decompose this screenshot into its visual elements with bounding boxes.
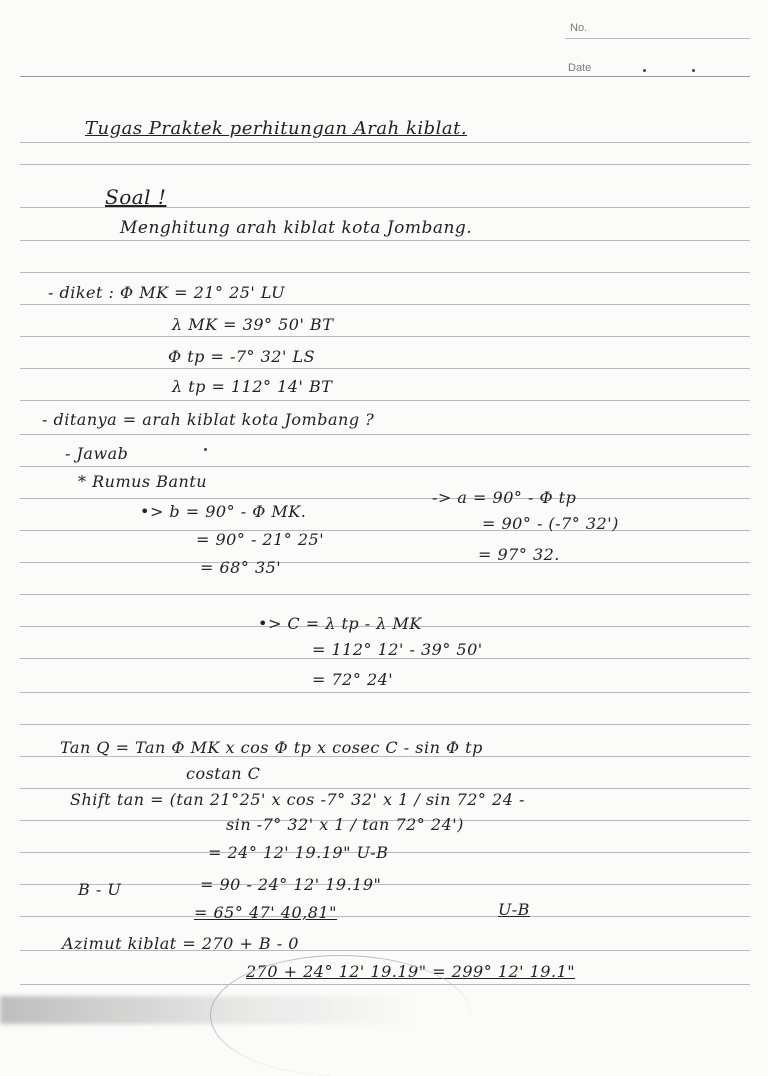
ruled-line [20,400,750,401]
date-dot [643,69,646,72]
question-label: Soal ! [105,185,167,209]
c-formula: •> C = λ tp - λ MK [258,614,422,633]
a-step-1: = 90° - (-7° 32') [482,514,619,533]
shift-tan-line: Shift tan = (tan 21°25' x cos -7° 32' x 1 / sin 72° 24 - [70,790,525,809]
c-step-2: = 72° 24' [312,670,394,689]
asked-line: - ditanya = arah kiblat kota Jombang ? [42,410,375,429]
ruled-line [20,336,750,337]
ruled-line [20,434,750,435]
known-phi-tp: Φ tp = -7° 32' LS [168,347,316,366]
ruled-line [20,304,750,305]
header-date-label: Date [568,62,592,74]
ruled-line [20,142,750,143]
ruled-line [20,594,750,595]
tan-q-formula: Tan Q = Tan Φ MK x cos Φ tp x cosec C - sin Φ tp [60,738,483,757]
a-formula: -> a = 90° - Φ tp [432,488,577,507]
ruled-line [20,692,750,693]
known-lambda-tp: λ tp = 112° 14' BT [172,377,333,396]
a-step-2: = 97° 32. [478,545,560,564]
ruled-line [565,38,750,39]
tan-q-formula-cont: costan C [186,764,261,783]
stray-dot [204,448,207,451]
ruled-line [20,164,750,165]
azimuth-formula: Azimut kiblat = 270 + B - 0 [62,934,299,953]
b-minus-u-label: B - U [78,880,122,899]
ruled-line [20,562,750,563]
helper-formula-label: * Rumus Bantu [78,472,208,491]
ruled-line [20,916,750,917]
c-step-1: = 112° 12' - 39° 50' [312,640,483,659]
b-minus-u-step-2: = 65° 47' 40,81" [194,903,337,922]
ruled-line [20,724,750,725]
ruled-line [20,530,750,531]
azimuth-result: 270 + 24° 12' 19.19" = 299° 12' 19.1" [246,962,576,981]
ruled-line [20,466,750,467]
shift-tan-line-cont: sin -7° 32' x 1 / tan 72° 24') [226,815,464,834]
header-no-label: No. [570,22,588,34]
scan-smudge [0,996,420,1024]
direction-label: U-B [498,900,530,919]
known-phi-mk: - diket : Φ MK = 21° 25' LU [48,283,286,302]
ruled-line [20,498,750,499]
b-step-1: = 90° - 21° 25' [196,530,325,549]
b-formula: •> b = 90° - Φ MK. [140,502,307,521]
ruled-line [20,240,750,241]
assignment-title: Tugas Praktek perhitungan Arah kiblat. [85,118,468,139]
ruled-line [20,788,750,789]
ruled-line [20,76,750,77]
ruled-line [20,272,750,273]
ruled-line [20,368,750,369]
question-text: Menghitung arah kiblat kota Jombang. [120,218,473,238]
answer-label: - Jawab [65,444,129,463]
date-dot [692,69,695,72]
result-q: = 24° 12' 19.19" U-B [208,843,389,862]
b-step-2: = 68° 35' [200,558,282,577]
known-lambda-mk: λ MK = 39° 50' BT [172,315,334,334]
b-minus-u-step-1: = 90 - 24° 12' 19.19" [200,875,382,894]
ruled-line [20,884,750,885]
